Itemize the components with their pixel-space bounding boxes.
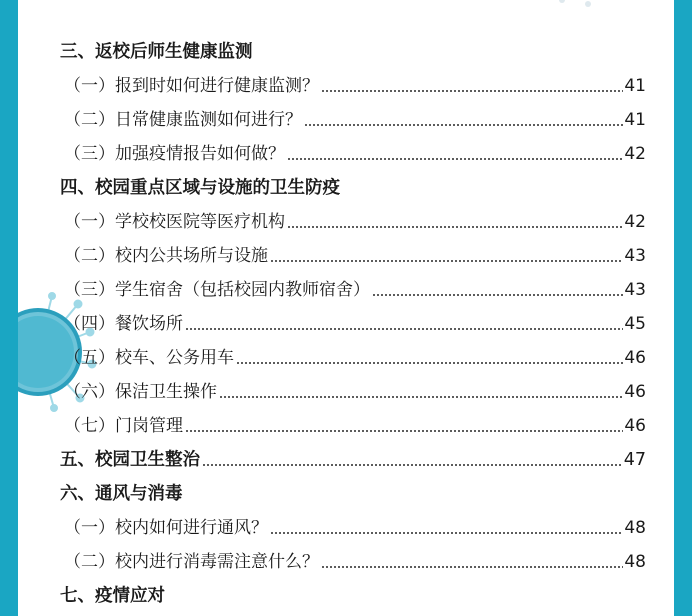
toc-entry[interactable]: [60, 341, 646, 369]
toc-heading-entry[interactable]: [60, 443, 646, 471]
toc-heading-label: 六、通风与消毒: [60, 484, 183, 504]
toc-heading[interactable]: [60, 171, 646, 199]
toc-heading-label: 四、校园重点区域与设施的卫生防疫: [60, 178, 340, 198]
toc-entry-label: （一）学校校医院等医疗机构: [64, 212, 285, 232]
toc-entry[interactable]: [60, 511, 646, 539]
dot-leader: [236, 362, 623, 364]
toc-entry[interactable]: [60, 69, 646, 97]
toc-entry[interactable]: [60, 273, 646, 301]
toc-page-number: 42: [624, 212, 646, 232]
toc-page-number: 43: [624, 280, 646, 300]
dot-leader: [219, 396, 623, 398]
toc-entry[interactable]: [60, 375, 646, 403]
toc-page-number: 41: [624, 76, 646, 96]
toc-page-number: 41: [624, 110, 646, 130]
toc-entry-label: （一）报到时如何进行健康监测？: [64, 76, 319, 96]
toc-heading-label: 五、校园卫生整治: [60, 450, 200, 470]
dot-leader: [372, 294, 623, 296]
toc-page-number: 47: [623, 450, 646, 470]
toc-entry-label: （二）校内公共场所与设施: [64, 246, 268, 266]
dot-leader: [270, 532, 623, 534]
toc-entry-label: （五）校车、公务用车: [64, 348, 234, 368]
toc-entry[interactable]: [60, 137, 646, 165]
toc-heading-label: 七、疫情应对: [60, 586, 165, 606]
toc-page-number: 43: [624, 246, 646, 266]
dot-leader: [185, 430, 623, 432]
toc-page-number: 46: [624, 348, 646, 368]
dot-leader: [321, 566, 623, 568]
toc-heading[interactable]: [60, 477, 646, 505]
dot-leader: [185, 328, 623, 330]
toc-entry-label: （二）日常健康监测如何进行？: [64, 110, 302, 130]
toc-page-number: 48: [624, 552, 646, 572]
toc-page-number: 46: [624, 382, 646, 402]
toc-entry-label: （一）校内如何进行通风？: [64, 518, 268, 538]
toc-entry[interactable]: [60, 239, 646, 267]
toc-heading-label: 三、返校后师生健康监测: [60, 42, 253, 62]
toc-page-number: 42: [624, 144, 646, 164]
virus-fragment-icon: [538, 0, 618, 16]
toc-entry[interactable]: [60, 103, 646, 131]
toc-entry[interactable]: [60, 307, 646, 335]
dot-leader: [321, 90, 623, 92]
dot-leader: [202, 464, 623, 466]
dot-leader: [287, 226, 623, 228]
toc-entry[interactable]: [60, 409, 646, 437]
toc-entry[interactable]: [60, 545, 646, 573]
toc-heading[interactable]: [60, 35, 646, 63]
toc-heading[interactable]: [60, 579, 646, 607]
toc-entry[interactable]: [60, 205, 646, 233]
toc-entry-label: （七）门岗管理: [64, 416, 183, 436]
toc-entry-label: （三）加强疫情报告如何做？: [64, 144, 285, 164]
toc-page-number: 46: [624, 416, 646, 436]
toc-entry-label: （三）学生宿舍（包括校园内教师宿舍）: [64, 280, 370, 300]
toc-entry-label: （二）校内进行消毒需注意什么？: [64, 552, 319, 572]
dot-leader: [270, 260, 623, 262]
dot-leader: [304, 124, 623, 126]
toc-page-number: 45: [624, 314, 646, 334]
toc-entry-label: （四）餐饮场所: [64, 314, 183, 334]
toc-page-number: 48: [624, 518, 646, 538]
toc-entry-label: （六）保洁卫生操作: [64, 382, 217, 402]
dot-leader: [287, 158, 623, 160]
document-page: [18, 0, 674, 616]
